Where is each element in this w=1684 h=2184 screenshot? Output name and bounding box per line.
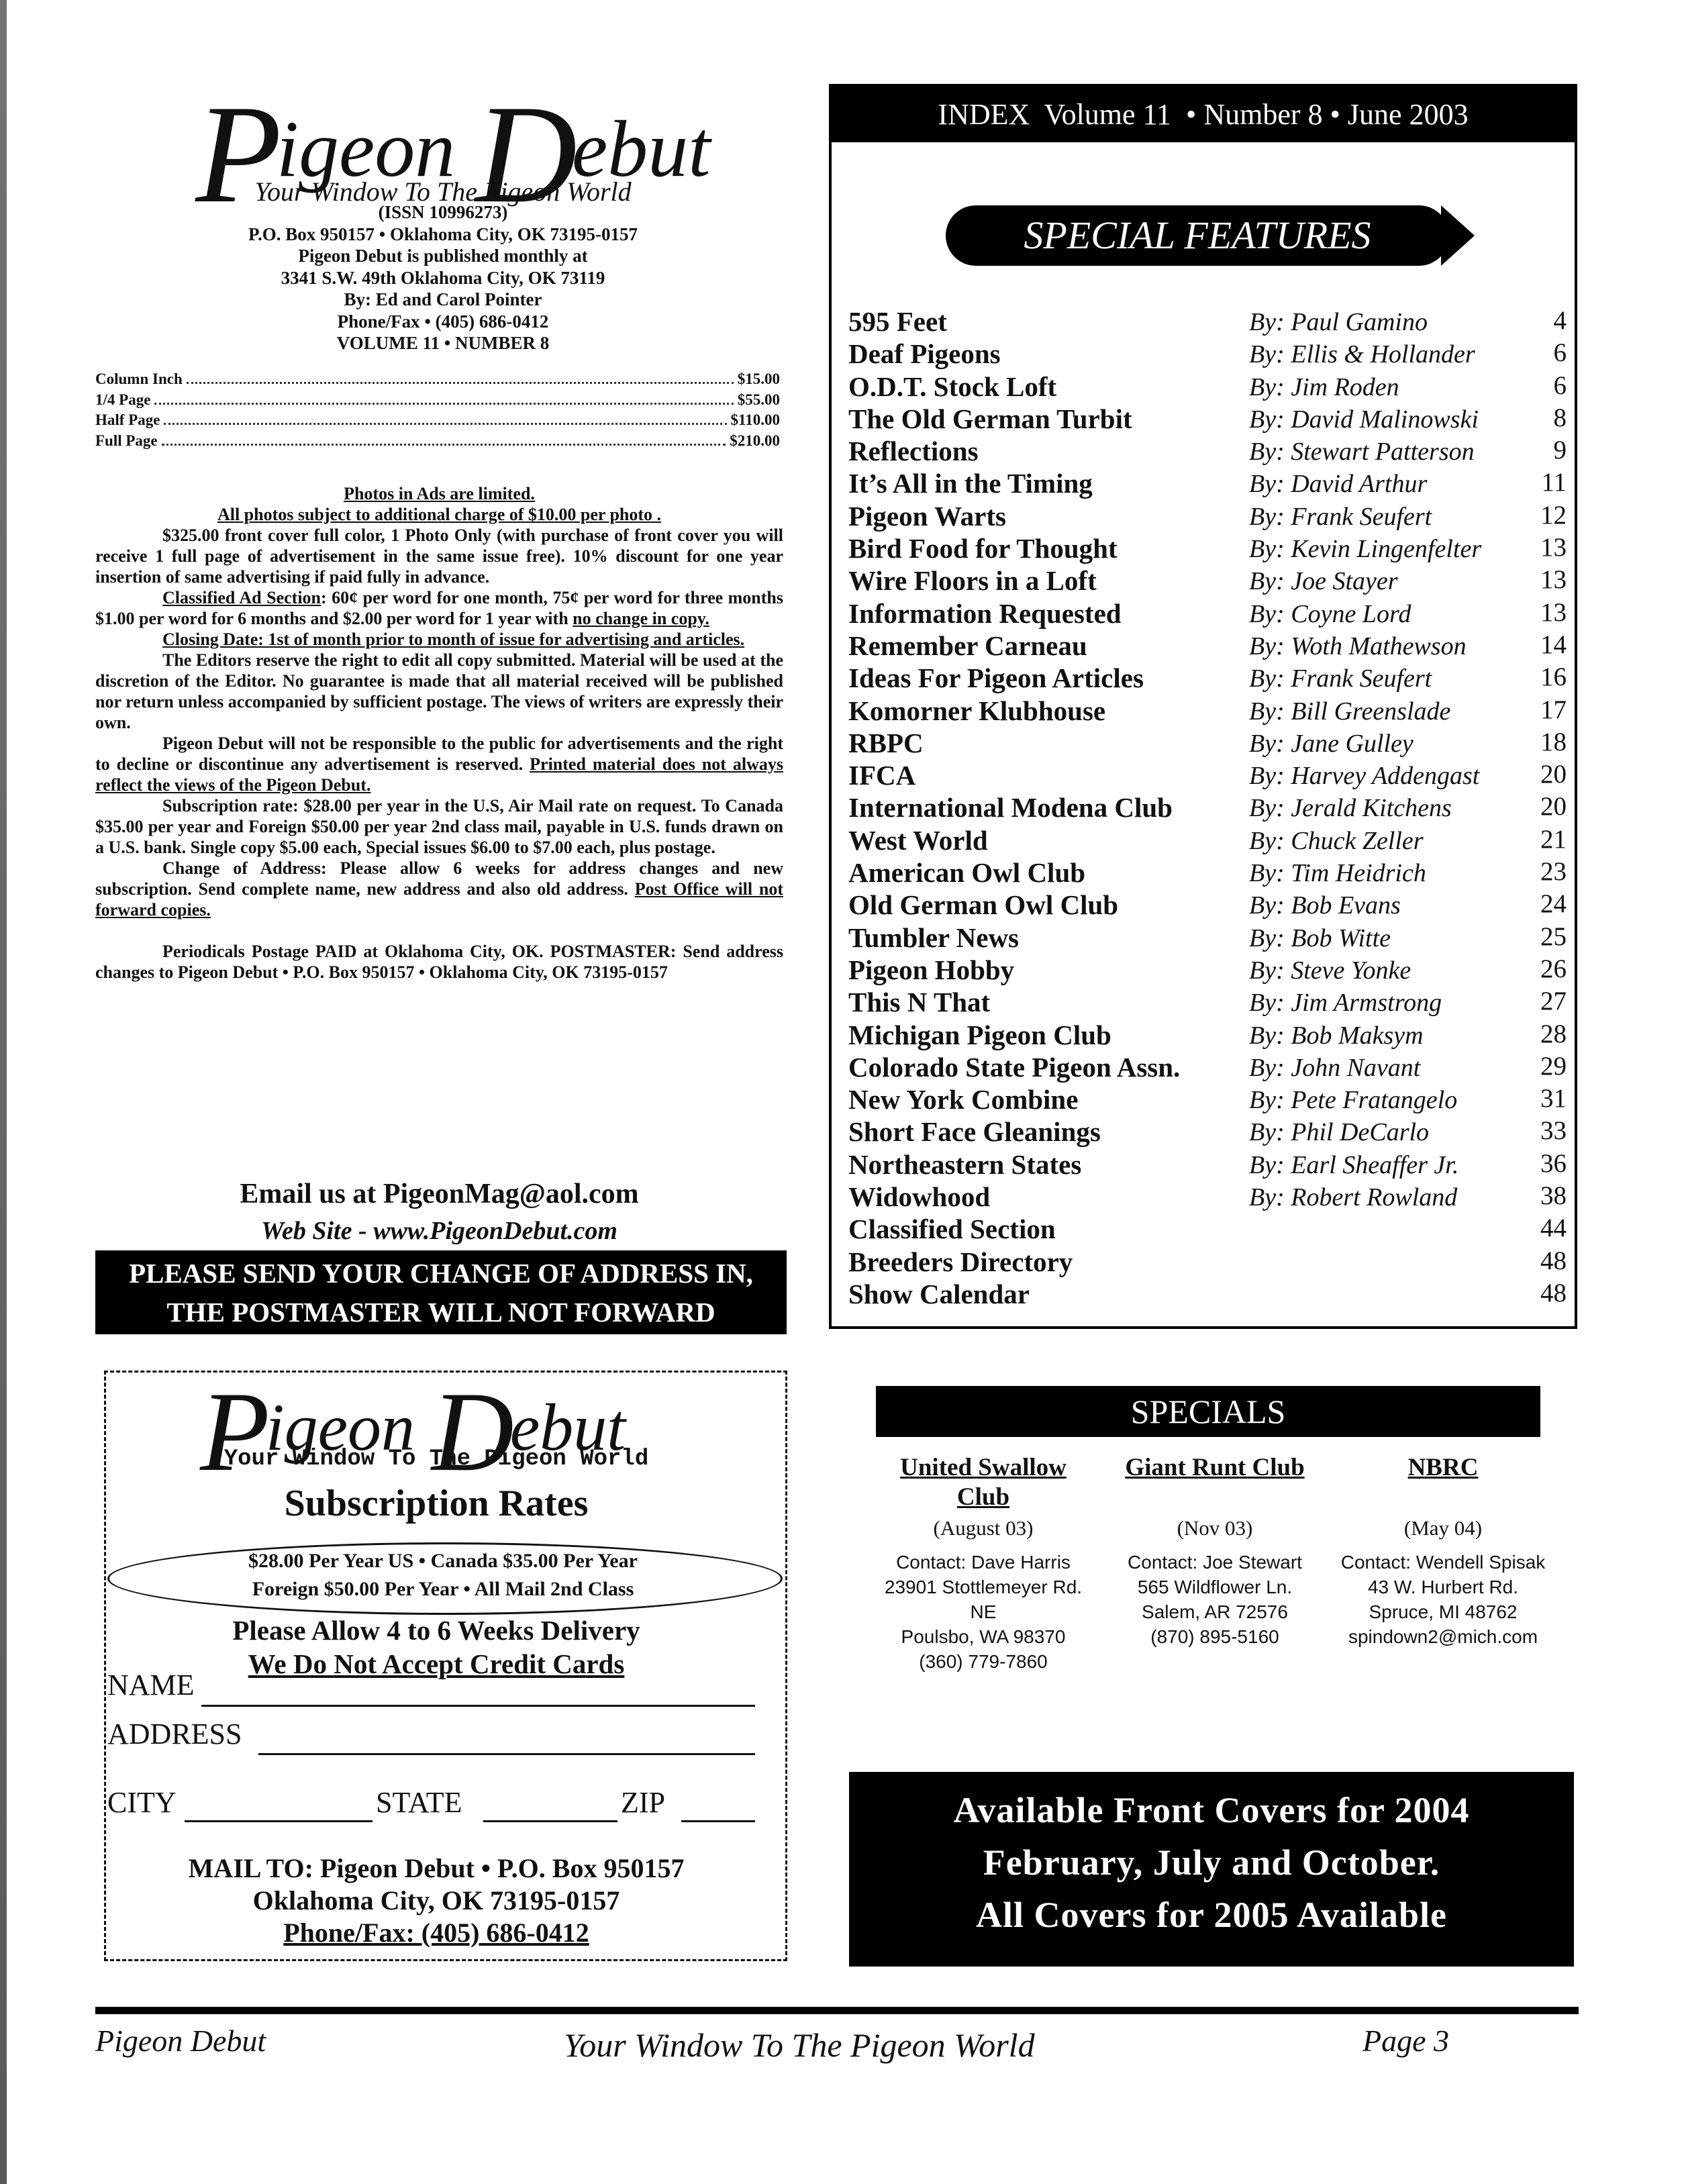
toc-row <box>848 986 1567 1018</box>
toc-page: 4 <box>1553 306 1567 335</box>
toc-row <box>848 564 1567 597</box>
toc-page: 31 <box>1540 1084 1567 1113</box>
toc-page: 13 <box>1540 597 1567 627</box>
closing-date: Closing Date: 1st of month prior to month of issue for advertising and articles. <box>162 630 745 649</box>
rate-row: Column Inch $15.00 <box>95 370 780 387</box>
subscription-rate: Subscription rate: $28.00 per year in the U.S, Air Mail rate on request. To Canada $35.00 per year and Foreign $50.00 per year 2nd class mail, payable in U.S. funds drawn on a U.S. bank. Single copy $5.00 each, Special issues $6.00 to $7.00 each, plus postage. <box>95 796 783 857</box>
toc-page: 21 <box>1540 824 1567 854</box>
toc-author: By: Bob Maksym <box>1249 1021 1424 1050</box>
toc-title: Show Calendar <box>848 1278 1030 1309</box>
toc-title: RBPC <box>848 727 924 758</box>
toc-author: By: Frank Seufert <box>1249 502 1432 531</box>
toc-title: Ideas For Pigeon Articles <box>848 662 1144 694</box>
toc-page: 6 <box>1553 370 1567 400</box>
toc-row <box>848 824 1567 856</box>
toc-page: 48 <box>1540 1278 1567 1307</box>
city-label: CITY <box>107 1786 177 1819</box>
toc-page: 24 <box>1540 889 1567 919</box>
toc-row <box>848 889 1567 921</box>
advertising-policy <box>95 483 783 983</box>
toc-page: 36 <box>1540 1148 1567 1178</box>
toc-page: 6 <box>1553 338 1567 368</box>
name-label: NAME <box>107 1669 195 1701</box>
index-header: INDEX Volume 11 • Number 8 • June 2003 <box>832 87 1575 142</box>
toc-title: Tumbler News <box>848 922 1020 953</box>
toc-title: Northeastern States <box>848 1148 1082 1180</box>
address-field[interactable] <box>258 1753 755 1755</box>
toc-row <box>848 695 1567 727</box>
toc-author: By: Paul Gamino <box>1249 308 1428 336</box>
toc-author: By: Jim Armstrong <box>1249 989 1442 1017</box>
toc-row <box>848 1278 1567 1310</box>
toc-title: Reflections <box>848 436 979 467</box>
toc-author: By: Joe Stayer <box>1249 567 1398 596</box>
scan-edge <box>0 0 7 2184</box>
toc-row <box>848 1051 1567 1083</box>
toc-title: Remember Carneau <box>848 630 1087 661</box>
photos-limited: Photos in Ads are limited. <box>344 484 535 503</box>
toc-row <box>848 922 1567 954</box>
periodicals-postage: Periodicals Postage PAID at Oklahoma City, OK. POSTMASTER: Send address changes to Pigeon Debut • P.O. Box 950157 • Oklahoma City, OK 73195-0157 <box>95 942 783 982</box>
toc-author: By: David Arthur <box>1249 470 1428 499</box>
toc-page: 29 <box>1540 1051 1567 1081</box>
toc-row <box>848 467 1567 499</box>
change-of-address: Change of Address: Please allow 6 weeks for address changes and new subscription. Send complete name, new address and also old address. Post Office will not forward copies. <box>95 858 783 920</box>
masthead-logo: Pigeon Debut <box>195 77 711 232</box>
ad-rates <box>95 370 780 452</box>
address-label: ADDRESS <box>107 1718 242 1750</box>
publication-info <box>168 201 718 354</box>
toc-title: New York Combine <box>848 1084 1079 1115</box>
city-field[interactable] <box>185 1820 373 1822</box>
specials-header: SPECIALS <box>876 1386 1540 1437</box>
toc-page: 9 <box>1553 436 1567 465</box>
toc-author: By: Frank Seufert <box>1249 664 1432 693</box>
page-number: Page 3 <box>1363 2024 1450 2058</box>
toc-row <box>848 338 1567 370</box>
toc-row <box>848 1213 1567 1245</box>
masthead-tagline: Your Window To The Pigeon World <box>254 177 632 207</box>
coupon-tagline: Your Window To The Pigeon World <box>224 1446 649 1472</box>
toc-page: 20 <box>1540 760 1567 789</box>
toc-page: 38 <box>1540 1181 1567 1211</box>
delivery-note: Please Allow 4 to 6 Weeks Delivery We Do Not Accept Credit Cards <box>232 1615 640 1679</box>
toc-title: Pigeon Hobby <box>848 954 1015 985</box>
toc-page: 27 <box>1540 987 1567 1016</box>
coupon-logo: Pigeon Debut <box>200 1369 626 1495</box>
toc-title: Michigan Pigeon Club <box>848 1019 1111 1050</box>
toc-page: 16 <box>1540 662 1567 692</box>
website-line: Web Site - www.PigeonDebut.com <box>261 1217 617 1245</box>
name-field[interactable] <box>201 1705 755 1707</box>
toc-title: Colorado State Pigeon Assn. <box>848 1051 1181 1083</box>
toc-title: Wire Floors in a Loft <box>848 565 1097 597</box>
toc-author: By: John Navant <box>1249 1053 1421 1082</box>
coupon-title: Subscription Rates <box>284 1483 589 1524</box>
zip-field[interactable] <box>681 1820 755 1822</box>
toc-page: 44 <box>1540 1213 1567 1243</box>
toc-title: 595 Feet <box>848 306 947 337</box>
phone: Phone/Fax • (405) 686-0412 <box>337 311 549 332</box>
toc-page: 17 <box>1540 695 1567 724</box>
toc-page: 13 <box>1540 533 1567 562</box>
toc-author: By: Earl Sheaffer Jr. <box>1249 1150 1459 1179</box>
toc-author: By: Tim Heidrich <box>1249 859 1426 888</box>
rate-row: Half Page $110.00 <box>95 411 780 428</box>
toc-row <box>848 597 1567 630</box>
state-label: STATE <box>376 1786 462 1819</box>
toc-row <box>848 403 1567 435</box>
toc-author: By: David Malinowski <box>1249 405 1479 434</box>
toc-author: By: Jane Gulley <box>1249 729 1414 758</box>
footer-rule <box>95 2007 1579 2014</box>
toc-row <box>848 1083 1567 1115</box>
toc-author: By: Jerald Kitchens <box>1249 794 1452 823</box>
toc-title: Information Requested <box>848 597 1122 629</box>
toc-page: 18 <box>1540 727 1567 756</box>
toc-row <box>848 954 1567 986</box>
toc-author: By: Phil DeCarlo <box>1249 1118 1430 1147</box>
toc-page: 8 <box>1553 403 1567 432</box>
volume: VOLUME 11 • NUMBER 8 <box>336 333 550 353</box>
editors: By: Ed and Carol Pointer <box>344 289 542 309</box>
toc-author: By: Bob Evans <box>1249 891 1401 920</box>
street-address: 3341 S.W. 49th Oklahoma City, OK 73119 <box>281 267 605 288</box>
footer-tagline: Your Window To The Pigeon World <box>564 2026 1035 2064</box>
rate-row: Full Page $210.00 <box>95 432 780 449</box>
published-note: Pigeon Debut is published monthly at <box>298 246 588 266</box>
toc-page: 12 <box>1540 500 1567 530</box>
front-covers-ad: Available Front Covers for 2004 February, July and October. All Covers for 2005 Available <box>849 1772 1574 1967</box>
toc-author: By: Bill Greenslade <box>1249 697 1451 726</box>
toc-row <box>848 500 1567 532</box>
toc-title: Pigeon Warts <box>848 500 1006 532</box>
toc-page: 33 <box>1540 1116 1567 1146</box>
toc-page: 26 <box>1540 954 1567 983</box>
state-field[interactable] <box>483 1820 617 1822</box>
photo-charge: All photos subject to additional charge of $10.00 per photo . <box>217 505 662 524</box>
toc-row <box>848 1246 1567 1278</box>
responsibility: Pigeon Debut will not be responsible to the public for advertisements and the right to decline or discontinue any advertisement is reserved. Printed material does not always reflect the views of the Pigeon Debut. <box>95 734 783 795</box>
toc-row <box>848 1148 1567 1181</box>
toc-row <box>848 759 1567 791</box>
toc-title: American Owl Club <box>848 857 1086 889</box>
zip-label: ZIP <box>621 1786 665 1819</box>
toc-title: IFCA <box>848 760 916 791</box>
toc-page: 11 <box>1541 468 1567 497</box>
special-club: NBRC (May 04) Contact: Wendell Spisak 43 W. Hurbert Rd. Spruce, MI 48762 spindown2@mich.com <box>1340 1454 1546 1647</box>
special-club: Giant Runt Club (Nov 03) Contact: Joe Stewart 565 Wildflower Ln. Salem, AR 72576 (870) 895-5160 <box>1125 1454 1305 1647</box>
toc-row <box>848 1181 1567 1213</box>
price-lines: $28.00 Per Year US • Canada $35.00 Per Year Foreign $50.00 Per Year • All Mail 2nd Class <box>248 1550 638 1600</box>
toc-title: Komorner Klubhouse <box>848 695 1106 726</box>
toc-author: By: Woth Mathewson <box>1249 632 1467 660</box>
rate-row: 1/4 Page $55.00 <box>95 391 780 408</box>
toc-title: International Modena Club <box>848 792 1173 824</box>
footer-publication: Pigeon Debut <box>95 2024 266 2058</box>
toc-title: Deaf Pigeons <box>848 338 1001 370</box>
mail-to: MAIL TO: Pigeon Debut • P.O. Box 950157 Oklahoma City, OK 73195-0157 Phone/Fax: (405) 686-0412 <box>188 1853 685 1948</box>
toc-row <box>848 532 1567 564</box>
table-of-contents <box>848 305 1567 1310</box>
toc-author: By: Bob Witte <box>1249 924 1391 952</box>
toc-page: 25 <box>1540 922 1567 951</box>
toc-author: By: Stewart Patterson <box>1249 438 1475 466</box>
toc-author: By: Kevin Lingenfelter <box>1249 535 1482 564</box>
toc-title: O.D.T. Stock Loft <box>848 370 1057 402</box>
toc-title: Bird Food for Thought <box>848 533 1118 564</box>
index-panel <box>829 84 1577 1329</box>
toc-author: By: Robert Rowland <box>1249 1183 1458 1212</box>
issn: (ISSN 10996273) <box>378 202 508 222</box>
toc-row <box>848 662 1567 694</box>
toc-title: Short Face Gleanings <box>848 1116 1101 1148</box>
toc-page: 48 <box>1540 1246 1567 1275</box>
po-address: P.O. Box 950157 • Oklahoma City, OK 73195-0157 <box>248 224 638 244</box>
toc-author: By: Harvey Addengast <box>1249 762 1480 791</box>
toc-row <box>848 1019 1567 1051</box>
toc-title: Old German Owl Club <box>848 889 1119 921</box>
editors-right: The Editors reserve the right to edit all copy submitted. Material will be used at the discretion of the Editor. No guarantee is made that all material received will be published nor return unless accompanied by sufficient postage. The views of writers are expressly their own. <box>95 650 783 732</box>
special-features-banner: SPECIAL FEATURES <box>946 205 1449 266</box>
toc-title: West World <box>848 824 988 856</box>
toc-row <box>848 856 1567 889</box>
toc-row <box>848 305 1567 338</box>
toc-author: By: Coyne Lord <box>1249 599 1411 628</box>
front-cover-policy: $325.00 front cover full color, 1 Photo Only (with purchase of front cover you will receive 1 full page of advertisement in the same issue free). 10% discount for one year insertion of same advertising if paid fully in advance. <box>95 526 783 587</box>
toc-row <box>848 630 1567 662</box>
toc-author: By: Pete Fratangelo <box>1249 1086 1458 1115</box>
toc-row <box>848 370 1567 403</box>
toc-title: Classified Section <box>848 1213 1056 1245</box>
toc-title: It’s All in the Timing <box>848 468 1093 499</box>
toc-row <box>848 791 1567 824</box>
classified-policy: Classified Ad Section: 60¢ per word for one month, 75¢ per word for three months $1.00 per word for 6 months and $2.00 per word for 1 year with no change in copy. <box>95 588 783 628</box>
toc-author: By: Chuck Zeller <box>1249 826 1424 855</box>
toc-row <box>848 435 1567 467</box>
toc-page: 13 <box>1540 565 1567 595</box>
toc-author: By: Ellis & Hollander <box>1249 340 1475 369</box>
toc-page: 14 <box>1540 630 1567 659</box>
toc-page: 28 <box>1540 1019 1567 1048</box>
toc-title: Breeders Directory <box>848 1246 1073 1277</box>
toc-title: Widowhood <box>848 1181 991 1213</box>
email-line: Email us at PigeonMag@aol.com <box>240 1179 639 1209</box>
toc-title: The Old German Turbit <box>848 403 1132 434</box>
toc-page: 23 <box>1540 857 1567 887</box>
toc-row <box>848 727 1567 759</box>
special-club: United Swallow Club (August 03) Contact: Dave Harris 23901 Stottlemeyer Rd. NE Poulsbo, WA 98370 (360) 779-7860 <box>884 1454 1083 1672</box>
toc-row <box>848 1115 1567 1148</box>
toc-page: 20 <box>1540 792 1567 822</box>
toc-author: By: Jim Roden <box>1249 373 1399 401</box>
toc-title: This N That <box>848 987 991 1018</box>
toc-author: By: Steve Yonke <box>1249 956 1411 985</box>
address-notice: PLEASE SEND YOUR CHANGE OF ADDRESS IN, THE POSTMASTER WILL NOT FORWARD <box>95 1250 787 1334</box>
